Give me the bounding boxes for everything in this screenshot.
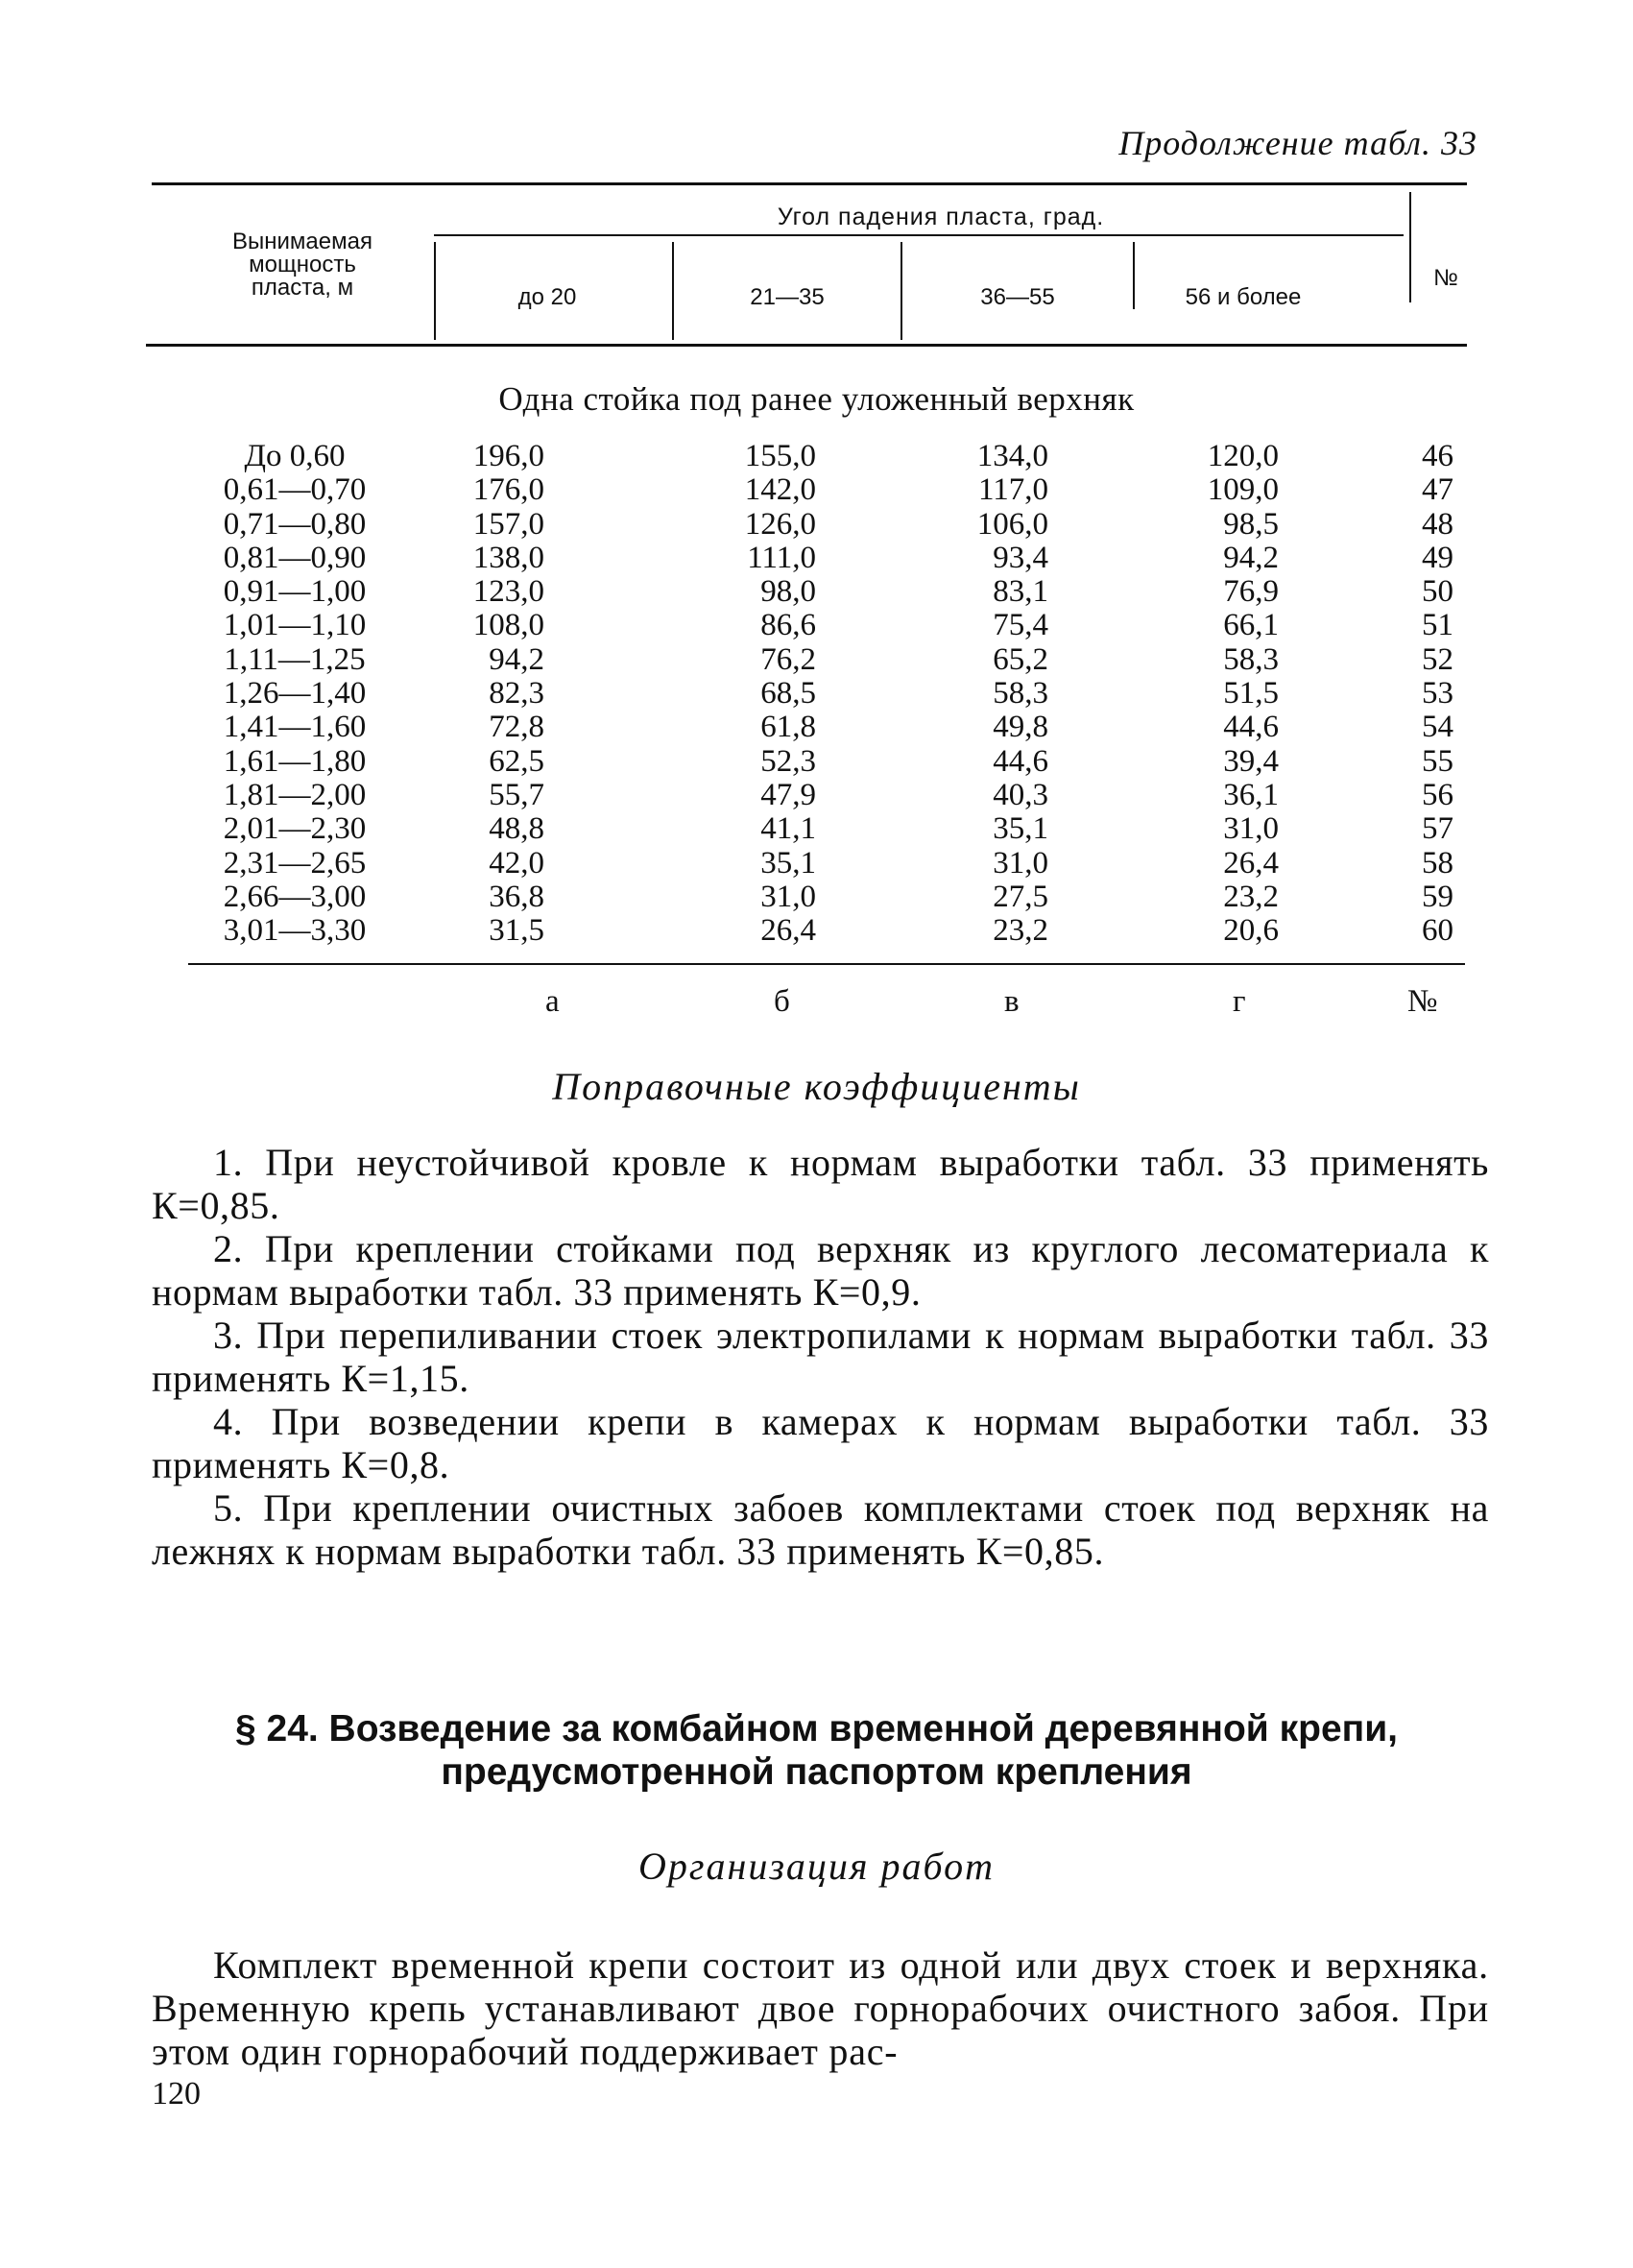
col-header-num: №: [1433, 265, 1458, 291]
table-row: [0, 542, 1633, 575]
table-row: [0, 643, 1633, 677]
cell-a: 72,8: [489, 710, 544, 745]
table-row: [0, 847, 1633, 881]
cell-a: 108,0: [472, 608, 544, 643]
footer-letter-a: а: [545, 984, 560, 1019]
cell-b: 47,9: [760, 777, 816, 812]
cell-thickness: 1,41—1,60: [223, 710, 367, 745]
cell-num: 49: [1422, 540, 1453, 575]
cell-v: 93,4: [993, 540, 1048, 575]
cell-b: 52,3: [760, 743, 816, 779]
col-divider-3: [901, 242, 902, 340]
correction-item-3-text: 3. При перепиливании стоек электропилами к нормам выработки табл. 33 применять К=1,15.: [152, 1314, 1489, 1400]
table-row: [0, 677, 1633, 711]
correction-item-5-text: 5. При креплении очистных забоев комплектами стоек под верхняк на лежнях к нормам выработки табл. 33 применять К=0,85.: [152, 1486, 1489, 1573]
footer-letter-b: б: [774, 984, 790, 1019]
cell-num: 51: [1422, 608, 1453, 643]
cell-b: 31,0: [760, 879, 816, 914]
col-sub-1: до 20: [517, 284, 577, 310]
cell-b: 86,6: [760, 608, 816, 643]
cell-g: 120,0: [1207, 439, 1279, 473]
cell-num: 54: [1422, 710, 1453, 745]
cell-thickness: До 0,60: [244, 439, 346, 473]
table-row: [0, 711, 1633, 744]
cell-v: 134,0: [976, 439, 1048, 473]
footer-letter-num: №: [1407, 984, 1438, 1019]
section-paragraph-text: Комплект временной крепи состоит из одной или двух стоек и верхняка. Временную крепь устанавливают двое горнорабочих очистного забоя. При этом один горнорабочий поддерживает рас-: [152, 1943, 1489, 2073]
cell-num: 47: [1422, 472, 1453, 508]
cell-a: 62,5: [489, 743, 544, 779]
correction-item-4: [152, 1400, 1489, 1486]
cell-g: 94,2: [1223, 540, 1279, 575]
col-divider-2: [672, 242, 674, 340]
cell-a: 36,8: [489, 879, 544, 914]
thickness-line-1: Вынимаемая: [232, 229, 372, 254]
cell-b: 76,2: [760, 641, 816, 677]
table-row: [0, 440, 1633, 473]
cell-a: 31,5: [489, 913, 544, 949]
cell-num: 56: [1422, 777, 1453, 812]
table-row: [0, 812, 1633, 846]
cell-thickness: 2,31—2,65: [223, 845, 367, 881]
cell-g: 109,0: [1207, 472, 1279, 508]
thickness-line-3: пласта, м: [251, 275, 354, 301]
cell-b: 41,1: [760, 811, 816, 847]
cell-b: 98,0: [760, 574, 816, 610]
correction-item-4-text: 4. При возведении крепи в камерах к нормам выработки табл. 33 применять К=0,8.: [152, 1400, 1489, 1486]
cell-num: 58: [1422, 845, 1453, 881]
table-row: [0, 914, 1633, 948]
correction-item-2-text: 2. При креплении стойками под верхняк из круглого лесоматериала к нормам выработки табл. 33 применять К=0,9.: [152, 1227, 1489, 1314]
cell-v: 44,6: [993, 743, 1048, 779]
table-continuation-title: Продолжение табл. 33: [1118, 124, 1477, 162]
col-sub-4: 56 и более: [1185, 284, 1302, 310]
cell-num: 59: [1422, 879, 1453, 914]
cell-g: 76,9: [1223, 574, 1279, 610]
cell-num: 48: [1422, 506, 1453, 542]
col-divider-num: [1409, 192, 1411, 302]
cell-g: 66,1: [1223, 608, 1279, 643]
col-sub-3: 36—55: [980, 284, 1055, 310]
cell-v: 31,0: [993, 845, 1048, 881]
cell-thickness: 2,01—2,30: [223, 811, 367, 847]
correction-item-3: [152, 1314, 1489, 1400]
table-row: [0, 575, 1633, 609]
col-header-thickness: [192, 230, 413, 300]
table-row: [0, 473, 1633, 507]
cell-a: 138,0: [472, 540, 544, 575]
col-divider-1: [434, 242, 436, 340]
cell-a: 55,7: [489, 777, 544, 812]
cell-num: 53: [1422, 676, 1453, 712]
cell-a: 42,0: [489, 845, 544, 881]
cell-thickness: 3,01—3,30: [223, 913, 367, 949]
cell-a: 82,3: [489, 676, 544, 712]
table-body: [0, 440, 1633, 948]
cell-g: 31,0: [1223, 811, 1279, 847]
page-number: 120: [152, 2076, 201, 2111]
cell-thickness: 0,81—0,90: [223, 540, 367, 575]
cell-a: 48,8: [489, 811, 544, 847]
table-top-rule: [152, 182, 1467, 185]
cell-g: 98,5: [1223, 506, 1279, 542]
cell-num: 57: [1422, 811, 1453, 847]
cell-thickness: 1,11—1,25: [224, 641, 366, 677]
correction-item-1: [152, 1141, 1489, 1227]
cell-v: 117,0: [977, 472, 1048, 508]
cell-v: 75,4: [993, 608, 1048, 643]
cell-num: 60: [1422, 913, 1453, 949]
section-subtitle: Организация работ: [637, 1845, 995, 1888]
cell-g: 20,6: [1223, 913, 1279, 949]
cell-v: 49,8: [993, 710, 1048, 745]
cell-b: 142,0: [744, 472, 816, 508]
cell-num: 55: [1422, 743, 1453, 779]
header-bottom-rule: [146, 344, 1467, 347]
cell-b: 35,1: [760, 845, 816, 881]
cell-thickness: 2,66—3,00: [223, 879, 367, 914]
cell-g: 44,6: [1223, 710, 1279, 745]
cell-v: 40,3: [993, 777, 1048, 812]
cell-b: 26,4: [760, 913, 816, 949]
correction-item-2: [152, 1227, 1489, 1314]
footer-letter-g: г: [1233, 984, 1246, 1019]
cell-num: 50: [1422, 574, 1453, 610]
cell-v: 83,1: [993, 574, 1048, 610]
table-subheader: Одна стойка под ранее уложенный верхняк: [498, 380, 1135, 418]
footer-letter-v: в: [1004, 984, 1020, 1019]
cell-thickness: 1,81—2,00: [223, 777, 367, 812]
section-title: [0, 1707, 1633, 1794]
cell-g: 51,5: [1223, 676, 1279, 712]
cell-b: 111,0: [747, 540, 816, 575]
thickness-line-2: мощность: [249, 252, 356, 277]
cell-a: 196,0: [472, 439, 544, 473]
cell-v: 35,1: [993, 811, 1048, 847]
cell-g: 23,2: [1223, 879, 1279, 914]
table-row: [0, 779, 1633, 812]
cell-v: 27,5: [993, 879, 1048, 914]
cell-v: 58,3: [993, 676, 1048, 712]
cell-a: 176,0: [472, 472, 544, 508]
cell-thickness: 1,01—1,10: [223, 608, 367, 643]
cell-a: 157,0: [472, 506, 544, 542]
cell-thickness: 0,71—0,80: [223, 506, 367, 542]
cell-v: 65,2: [993, 641, 1048, 677]
section-title-line-1: § 24. Возведение за комбайном временной деревянной крепи,: [234, 1708, 1399, 1749]
correction-item-1-text: 1. При неустойчивой кровле к нормам выработки табл. 33 применять К=0,85.: [152, 1141, 1489, 1227]
col-header-angle: Угол падения пласта, град.: [777, 204, 1105, 230]
cell-g: 36,1: [1223, 777, 1279, 812]
section-paragraph: [152, 1943, 1489, 2073]
cell-b: 155,0: [744, 439, 816, 473]
cell-num: 46: [1422, 439, 1453, 473]
cell-b: 61,8: [760, 710, 816, 745]
table-bottom-rule: [188, 963, 1465, 965]
cell-g: 26,4: [1223, 845, 1279, 881]
cell-thickness: 0,91—1,00: [223, 574, 367, 610]
cell-v: 106,0: [976, 506, 1048, 542]
table-row: [0, 508, 1633, 542]
section-title-line-2: предусмотренной паспортом крепления: [441, 1751, 1192, 1793]
angle-group-rule: [434, 234, 1404, 236]
cell-b: 68,5: [760, 676, 816, 712]
cell-v: 23,2: [993, 913, 1048, 949]
cell-g: 39,4: [1223, 743, 1279, 779]
cell-g: 58,3: [1223, 641, 1279, 677]
cell-a: 94,2: [489, 641, 544, 677]
corrections-title: Поправочные коэффициенты: [552, 1065, 1081, 1108]
correction-item-5: [152, 1486, 1489, 1573]
cell-b: 126,0: [744, 506, 816, 542]
cell-thickness: 1,61—1,80: [223, 743, 367, 779]
table-row: [0, 745, 1633, 779]
cell-thickness: 1,26—1,40: [223, 676, 367, 712]
cell-thickness: 0,61—0,70: [223, 472, 367, 508]
table-row: [0, 881, 1633, 914]
cell-a: 123,0: [472, 574, 544, 610]
col-sub-2: 21—35: [750, 284, 825, 310]
table-row: [0, 609, 1633, 642]
cell-num: 52: [1422, 641, 1453, 677]
